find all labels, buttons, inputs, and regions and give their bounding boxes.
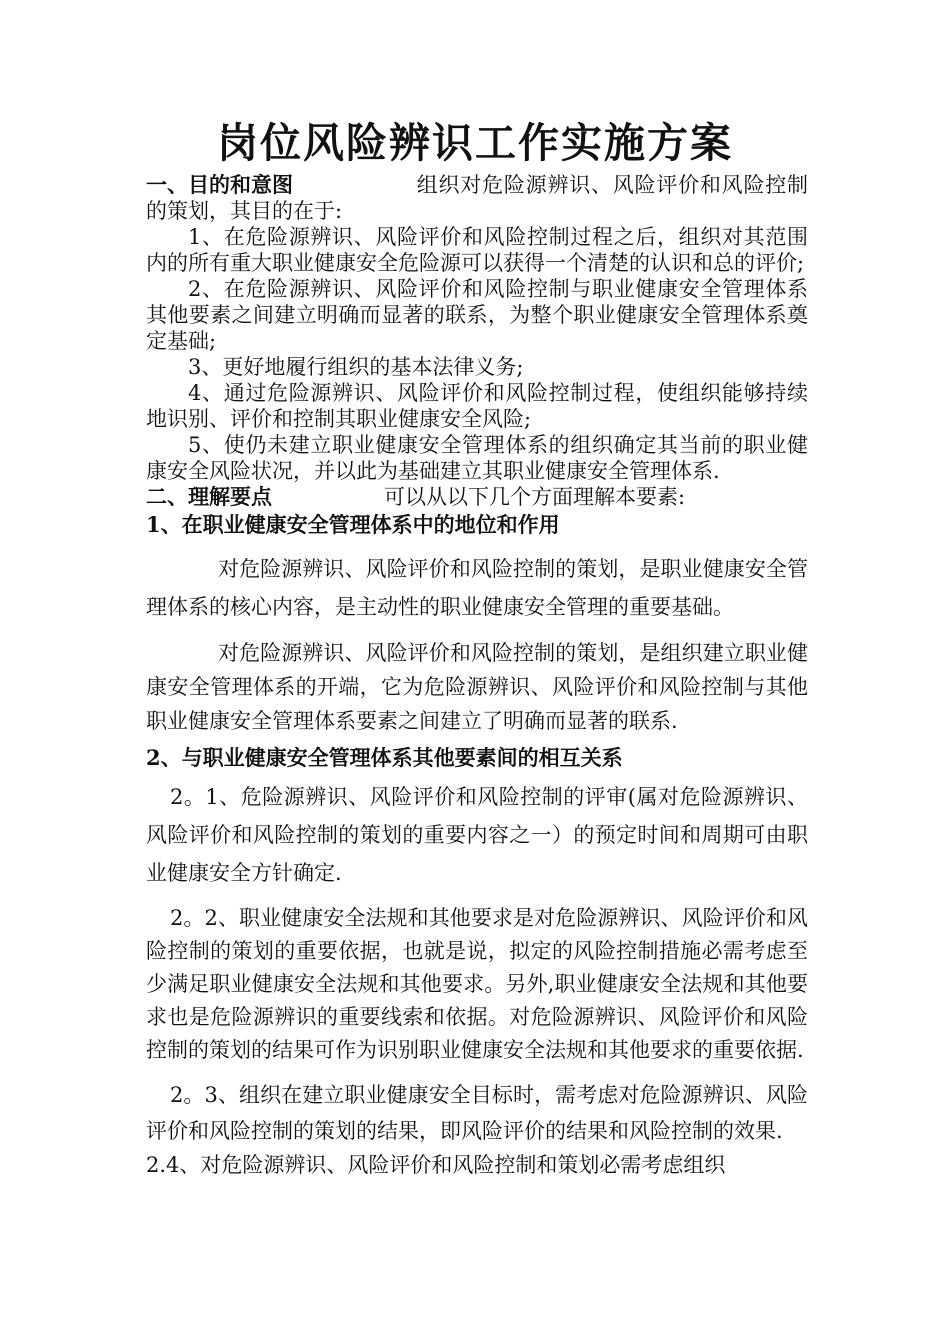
- section2-sub1-para-2: 对危险源辨识、风险评价和风险控制的策划，是组织建立职业健康安全管理体系的开端，它为危险源辨识、风险评价和风险控制与其他职业健康安全管理体系要素之间建立了明确而显著的联系.: [146, 641, 808, 733]
- section1-heading: 一、目的和意图: [146, 172, 293, 197]
- section2-intro: 可以从以下几个方面理解本要素:: [384, 485, 686, 509]
- section1-item-3: 3、更好地履行组织的基本法律义务;: [188, 355, 524, 379]
- document-body: [146, 172, 808, 1181]
- section1-item-4: 4、通过危险源辨识、风险评价和风险控制过程，使组织能够持续地识别、评价和控制其职业健康安全风险;: [146, 381, 808, 431]
- section1-item-1: 1、在危险源辨识、风险评价和风险控制过程之后，组织对其范围内的所有重大职业健康安全危险源可以获得一个清楚的认识和总的评价;: [146, 225, 808, 275]
- section2-heading-line: [146, 484, 808, 510]
- section1-item-2: 2、在危险源辨识、风险评价和风险控制与职业健康安全管理体系其他要素之间建立明确而显著的联系，为整个职业健康安全管理体系奠定基础;: [146, 277, 808, 353]
- document-title: 岗位风险辨识工作实施方案: [217, 119, 733, 167]
- section1-item-5: 5、使仍未建立职业健康安全管理体系的组织确定其当前的职业健康安全风险状况，并以此为基础建立其职业健康安全管理体系.: [146, 433, 808, 483]
- section2-sub1-heading: 1、在职业健康安全管理体系中的地位和作用: [146, 512, 560, 537]
- section1-heading-line: [146, 172, 808, 224]
- section2-sub1-para-1: 对危险源辨识、风险评价和风险控制的策划，是职业健康安全管理体系的核心内容，是主动性的职业健康安全管理的重要基础。: [146, 557, 808, 619]
- section2-sub2-para-1: 2。1、危险源辨识、风险评价和风险控制的评审(属对危险源辨识、风险评价和风险控制的策划的重要内容之一）的预定时间和周期可由职业健康安全方针确定.: [146, 785, 808, 885]
- section2-sub2-para-2: 2。2、职业健康安全法规和其他要求是对危险源辨识、风险评价和风险控制的策划的重要依据，也就是说，拟定的风险控制措施必需考虑至少满足职业健康安全法规和其他要求。另外,职业健康安全法规和其他要求也是危险源辨识的重要线索和依据。对危险源辨识、风险评价和风险控制的策划的结果可作为识别职业健康安全法规和其他要求的重要依据.: [146, 906, 808, 1062]
- section2-sub2-para-4: 2.4、对危险源辨识、风险评价和风险控制和策划必需考虑组织: [146, 1153, 726, 1177]
- section2-heading: 二、理解要点: [146, 484, 272, 509]
- section1-intro: 组织对危险源辨识、风险评价和风险控制的策划，其目的在于:: [146, 173, 808, 223]
- section2-sub2-heading: 2、与职业健康安全管理体系其他要素间的相互关系: [146, 745, 623, 770]
- section2-sub2-para-3: 2。3、组织在建立职业健康安全目标时，需考虑对危险源辨识、风险评价和风险控制的策划的结果，即风险评价的结果和风险控制的效果.: [146, 1083, 808, 1143]
